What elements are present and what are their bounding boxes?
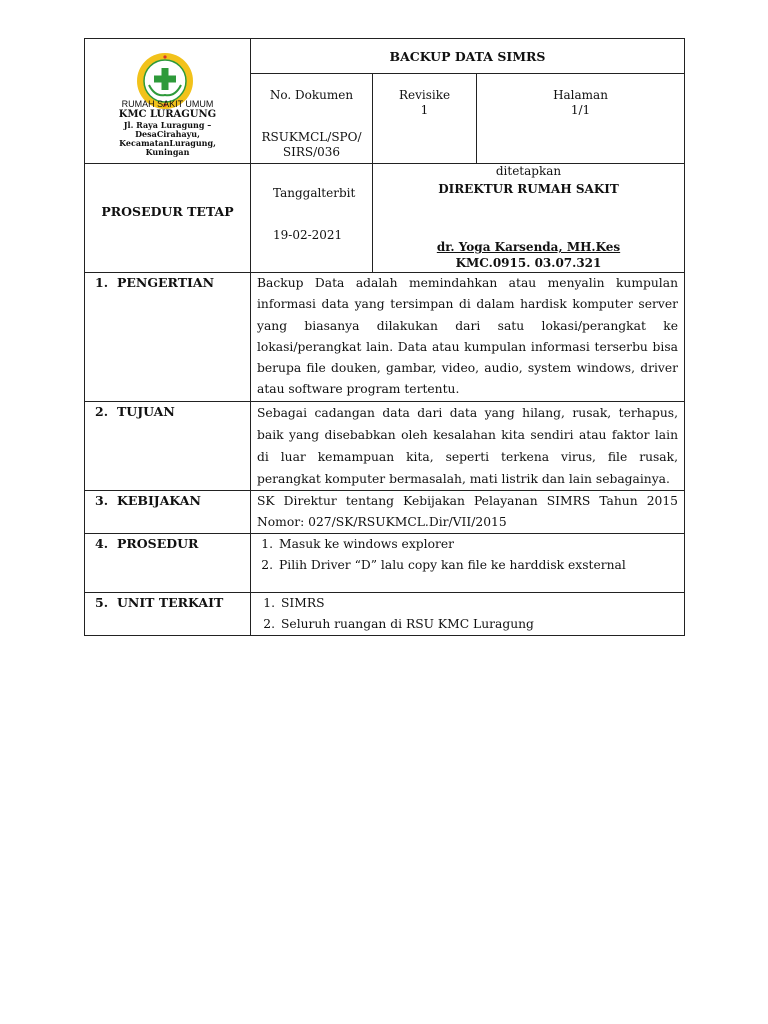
section-title: KEBIJAKAN <box>117 492 201 508</box>
item-text: Seluruh ruangan di RSU KMC Luragung <box>281 617 534 632</box>
prosedur-steps <box>251 534 684 576</box>
kebijakan-text: SK Direktur tentang Kebijakan Pelayanan SIMRS Tahun 2015 Nomor: 027/SK/RSUKMCL.Dir/VII/2015 <box>257 493 678 530</box>
revisi-block <box>373 88 476 118</box>
jabatan-direktur: DIREKTUR RUMAH SAKIT <box>438 182 619 196</box>
section-pengertian-label <box>85 273 251 402</box>
revisi-value: 1 <box>420 103 429 118</box>
unit-terkait-list <box>251 593 684 635</box>
step-number: 2. <box>261 558 273 573</box>
section-prosedur-content <box>251 534 685 593</box>
org-address-4: Kuningan <box>145 147 190 158</box>
org-name: KMC LURAGUNG <box>118 109 217 121</box>
tujuan-text: Sebagai cadangan data dari data yang hilang, rusak, terhapus, baik yang disebabkan oleh kesalahan kita sendiri atau faktor lain di luar kemampuan kita, seperti terkena virus, file rusak, perangkat komputer bermasalah, mati listrik dan lain sebagainya. <box>257 405 678 486</box>
spo-table <box>84 38 685 636</box>
org-type: RUMAH SAKIT UMUM <box>121 99 214 109</box>
item-number: 1. <box>263 596 275 611</box>
halaman-block <box>477 88 684 118</box>
section-kebijakan-label <box>85 490 251 534</box>
section-number: 3. <box>95 492 109 508</box>
spo-document <box>84 38 684 636</box>
section-prosedur-label <box>85 534 251 593</box>
section-kebijakan-content <box>251 490 685 534</box>
section-pengertian-content <box>251 273 685 402</box>
section-tujuan-label <box>85 401 251 490</box>
org-address-2: DesaCirahayu, <box>135 129 200 140</box>
prosedur-tetap-cell <box>85 164 251 273</box>
nama-direktur: dr. Yoga Karsenda, MH.Kes <box>436 240 621 254</box>
section-unit-terkait-content <box>251 593 685 636</box>
halaman-label: Halaman <box>553 88 608 103</box>
section-unit-terkait-label <box>85 593 251 636</box>
revisi-label: Revisike <box>398 88 451 103</box>
prosedur-tetap-label: PROSEDUR TETAP <box>101 204 234 219</box>
no-dokumen-value-2: SIRS/036 <box>282 145 341 160</box>
no-dokumen-cell <box>251 74 373 164</box>
item-text: SIMRS <box>281 596 325 611</box>
document-title: BACKUP DATA SIMRS <box>251 39 685 74</box>
no-dokumen-value-1: RSUKMCL/SPO/ <box>261 130 362 145</box>
section-title: TUJUAN <box>117 403 175 419</box>
pengertian-text: Backup Data adalah memindahkan atau menyalin kumpulan informasi data yang tersimpan di dalam hardisk komputer server yang biasanya dilakukan dari satu lokasi/perangkat ke lokasi/perangkat lain. Data atau kumpulan informasi terserbu bisa berupa file douken, gambar, video, audio, system windows, driver atau software program tertentu. <box>257 276 678 397</box>
ditetapkan-label: ditetapkan <box>495 164 562 178</box>
list-item <box>251 555 684 576</box>
list-item <box>253 614 684 635</box>
tanggal-terbit-value: 19-02-2021 <box>273 228 343 242</box>
hospital-identity <box>85 99 250 158</box>
no-dokumen-value <box>251 130 372 160</box>
step-number: 1. <box>261 537 273 552</box>
list-item <box>253 593 684 614</box>
ditetapkan-cell <box>373 164 685 273</box>
list-item <box>251 534 684 555</box>
section-number: 2. <box>95 403 109 419</box>
org-address-3: KecamatanLuragung, <box>119 138 216 149</box>
hospital-identity-cell <box>85 39 251 164</box>
halaman-cell <box>477 74 685 164</box>
step-text: Pilih Driver “D” lalu copy kan file ke harddisk exsternal <box>279 558 626 573</box>
org-address-1: Jl. Raya Luragung – <box>123 119 212 130</box>
no-dokumen-label: No. Dokumen <box>269 88 354 103</box>
nip-direktur: KMC.0915. 03.07.321 <box>455 256 602 270</box>
halaman-value: 1/1 <box>570 103 591 118</box>
section-title: PROSEDUR <box>117 536 199 552</box>
section-title: PENGERTIAN <box>117 275 214 290</box>
section-number: 1. <box>95 275 109 290</box>
item-number: 2. <box>263 617 275 632</box>
revisi-cell <box>373 74 477 164</box>
tanggal-terbit-cell <box>251 164 373 273</box>
tanggal-terbit-label: Tanggalterbit <box>273 186 356 200</box>
section-number: 4. <box>95 536 109 552</box>
section-title: UNIT TERKAIT <box>117 595 224 611</box>
section-number: 5. <box>95 595 109 611</box>
section-tujuan-content <box>251 401 685 490</box>
step-text: Masuk ke windows explorer <box>279 537 455 552</box>
